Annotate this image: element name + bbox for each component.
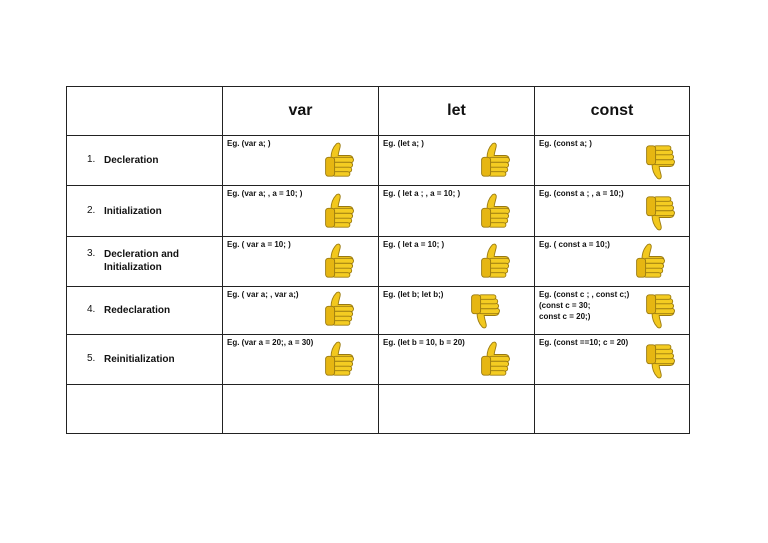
example-text: Eg. (let a; )	[383, 139, 424, 149]
thumbs-up-icon	[633, 242, 669, 280]
row-label-cell	[67, 335, 223, 384]
row-label: Initialization	[104, 205, 162, 217]
let-cell	[379, 136, 535, 185]
example-text: Eg. (const ==10; c = 20)	[539, 338, 629, 348]
example-text: Eg. (var a = 20;, a = 30)	[227, 338, 314, 348]
const-cell	[535, 335, 690, 384]
table-row-empty	[67, 384, 690, 433]
header-empty-cell	[67, 87, 223, 136]
example-text: Eg. ( var a = 10; )	[227, 240, 291, 250]
row-number: 3.	[87, 248, 96, 260]
thumbs-up-icon	[478, 192, 514, 230]
row-label-cell	[67, 185, 223, 236]
table-row	[67, 136, 690, 185]
example-text: Eg. ( let a = 10; )	[383, 240, 445, 250]
var-cell	[223, 237, 379, 286]
thumbs-up-icon	[322, 340, 358, 378]
row-label-cell	[67, 286, 223, 334]
example-text: Eg. (var a; )	[227, 139, 271, 149]
header-const: const	[535, 87, 690, 136]
var-cell	[223, 286, 379, 334]
header-var: var	[223, 87, 379, 136]
thumbs-down-icon	[643, 143, 679, 181]
table-row	[67, 286, 690, 334]
example-text: Eg. ( const a = 10;)	[539, 240, 610, 250]
example-text: Eg. (let b = 10, b = 20)	[383, 338, 465, 348]
comparison-table	[66, 86, 690, 434]
thumbs-up-icon	[322, 242, 358, 280]
table-row	[67, 237, 690, 286]
example-text: Eg. ( let a ; , a = 10; )	[383, 188, 461, 198]
let-cell	[379, 185, 535, 236]
row-number: 2.	[87, 204, 96, 216]
thumbs-up-icon	[322, 192, 358, 230]
var-cell	[223, 136, 379, 185]
empty-cell	[535, 384, 690, 433]
header-let: let	[379, 87, 535, 136]
let-cell	[379, 335, 535, 384]
thumbs-down-icon	[468, 292, 504, 330]
const-cell	[535, 237, 690, 286]
header-row	[67, 87, 690, 136]
row-label: Decleration and Initialization	[104, 249, 180, 274]
row-label-cell	[67, 237, 223, 286]
example-text: Eg. ( var a; , var a;)	[227, 289, 299, 299]
example-text: Eg. (const c ; , const c;) (const c = 30; const c = 20;)	[539, 289, 630, 321]
thumbs-down-icon	[643, 292, 679, 330]
example-text: Eg. (var a; , a = 10; )	[227, 188, 303, 198]
example-text: Eg. (const a ; , a = 10;)	[539, 188, 624, 198]
const-cell	[535, 136, 690, 185]
example-text: Eg. (const a; )	[539, 139, 592, 149]
table-row	[67, 185, 690, 236]
thumbs-up-icon	[478, 340, 514, 378]
row-number: 4.	[87, 303, 96, 315]
let-cell	[379, 237, 535, 286]
thumbs-up-icon	[478, 242, 514, 280]
row-number: 5.	[87, 352, 96, 364]
table-row	[67, 335, 690, 384]
empty-cell	[67, 384, 223, 433]
empty-cell	[379, 384, 535, 433]
row-label: Reinitialization	[104, 353, 175, 365]
row-label-cell	[67, 136, 223, 185]
thumbs-down-icon	[643, 194, 679, 232]
let-cell	[379, 286, 535, 334]
const-cell	[535, 185, 690, 236]
row-label: Decleration	[104, 155, 159, 167]
const-cell	[535, 286, 690, 334]
thumbs-up-icon	[322, 141, 358, 179]
empty-cell	[223, 384, 379, 433]
row-number: 1.	[87, 154, 96, 166]
row-label: Redeclaration	[104, 304, 171, 316]
thumbs-up-icon	[322, 290, 358, 328]
thumbs-up-icon	[478, 141, 514, 179]
var-cell	[223, 185, 379, 236]
example-text: Eg. (let b; let b;)	[383, 289, 444, 299]
var-cell	[223, 335, 379, 384]
thumbs-down-icon	[643, 342, 679, 380]
